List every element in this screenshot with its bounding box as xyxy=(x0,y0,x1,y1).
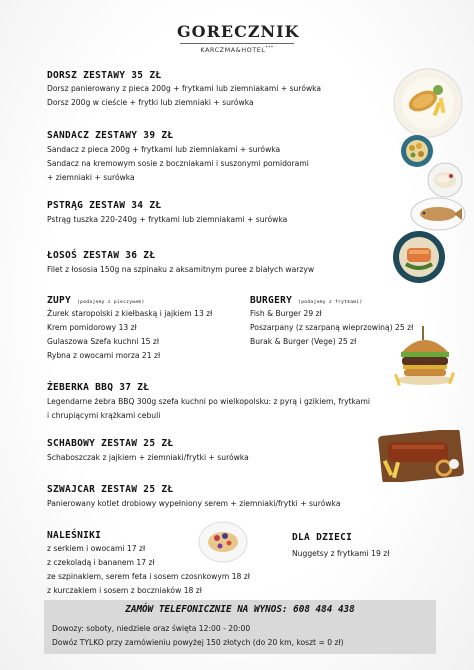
losos-title: ŁOSOŚ ZESTAW 36 ZŁ xyxy=(47,250,156,261)
pancake-image xyxy=(198,516,248,564)
szwajcar-title: SZWAJCAR ZESTAW 25 ZŁ xyxy=(47,484,174,495)
schabowy-title: SCHABOWY ZESTAW 25 ZŁ xyxy=(47,438,174,449)
burgery-line-3: Burak & Burger (Vege) 25 zł xyxy=(250,337,357,346)
order-line-1: Dowozy: soboty, niedziele oraz święta 12:00 - 20:00 xyxy=(52,624,251,633)
order-phone: ZAMÓW TELEFONICZNIE NA WYNOS: 608 484 438 xyxy=(125,604,355,615)
logo-subtitle: KARCZMA&HOTEL*** xyxy=(200,46,274,54)
logo-name: GORECZNIK xyxy=(177,22,300,41)
sandacz-title: SANDACZ ZESTAWY 39 ZŁ xyxy=(47,130,174,141)
nalesniki-line-4: z kurczakiem i sosem z boczniaków 18 zł xyxy=(47,586,202,595)
nalesniki-line-3: ze szpinakiem, serem feta i sosem czosnkowym 18 zł xyxy=(47,572,250,581)
burgery-title: BURGERY (podajemy z frytkami) xyxy=(250,295,363,306)
pstrag-line-1: Pstrąg tuszka 220-240g + frytkami lub ziemniakami + surówka xyxy=(47,215,288,224)
sandacz-line-3: + ziemniaki + surówka xyxy=(47,173,135,182)
zupy-line-2: Krem pomidorowy 13 zł xyxy=(47,323,137,332)
zeberka-line-1: Legendarne żebra BBQ 300g szefa kuchni po wielkopolsku: z pyrą i gzikiem, frytkami xyxy=(47,397,370,406)
zupy-line-3: Gulaszowa Szefa kuchni 15 zł xyxy=(47,337,160,346)
burgery-line-2: Poszarpany (z szarpaną wieprzowiną) 25 zł xyxy=(250,323,414,332)
nalesniki-title: NALEŚNIKI xyxy=(47,530,102,541)
zeberka-title: ŻEBERKA BBQ 37 ZŁ xyxy=(47,382,150,393)
zupy-title: ZUPY (podajemy z pieczywem) xyxy=(47,295,145,306)
sandacz-sauce-image xyxy=(427,162,463,198)
burgery-line-1: Fish & Burger 29 zł xyxy=(250,309,322,318)
dzieci-title: DLA DZIECI xyxy=(292,532,353,543)
dorsz-line-1: Dorsz panierowany z pieca 200g + frytkami lub ziemniakami + surówka xyxy=(47,84,322,93)
szwajcar-line-1: Panierowany kotlet drobiowy wypełniony serem + ziemniaki/frytki + surówka xyxy=(47,499,341,508)
logo-divider xyxy=(180,43,294,44)
salmon-plate-image xyxy=(392,230,446,284)
nalesniki-line-2: z czekoladą i bananem 17 zł xyxy=(47,558,155,567)
dorsz-line-2: Dorsz 200g w cieście + frytki lub ziemniaki + surówka xyxy=(47,98,254,107)
losos-line-1: Filet z łososia 150g na szpinaku z aksamitnym puree z białych warzyw xyxy=(47,265,315,274)
sandacz-line-1: Sandacz z pieca 200g + frytkami lub ziemniakami + surówka xyxy=(47,145,281,154)
burger-image xyxy=(392,326,458,388)
dorsz-title: DORSZ ZESTAWY 35 ZŁ xyxy=(47,70,162,81)
sandacz-line-2: Sandacz na kremowym sosie z boczniakami i suszonymi pomidorami xyxy=(47,159,309,168)
fish-plate-image xyxy=(393,68,463,138)
ribs-image xyxy=(378,430,464,482)
zupy-line-1: Żurek staropolski z kiełbaską i jajkiem 13 zł xyxy=(47,309,213,318)
schabowy-line-1: Schaboszczak z jajkiem + ziemniaki/frytki + surówka xyxy=(47,453,249,462)
order-line-2: Dowóz TYLKO przy zamówieniu powyżej 150 złotych (do 20 km, koszt = 0 zł) xyxy=(52,638,344,647)
zupy-line-4: Rybna z owocami morza 21 zł xyxy=(47,351,161,360)
pstrag-title: PSTRĄG ZESTAW 34 ZŁ xyxy=(47,200,162,211)
dzieci-line-1: Nuggetsy z frytkami 19 zł xyxy=(292,549,390,558)
zeberka-line-2: i chrupiącymi krążkami cebuli xyxy=(47,411,161,420)
trout-plate-image xyxy=(410,196,466,232)
nalesniki-line-1: z serkiem i owocami 17 zł xyxy=(47,544,146,553)
